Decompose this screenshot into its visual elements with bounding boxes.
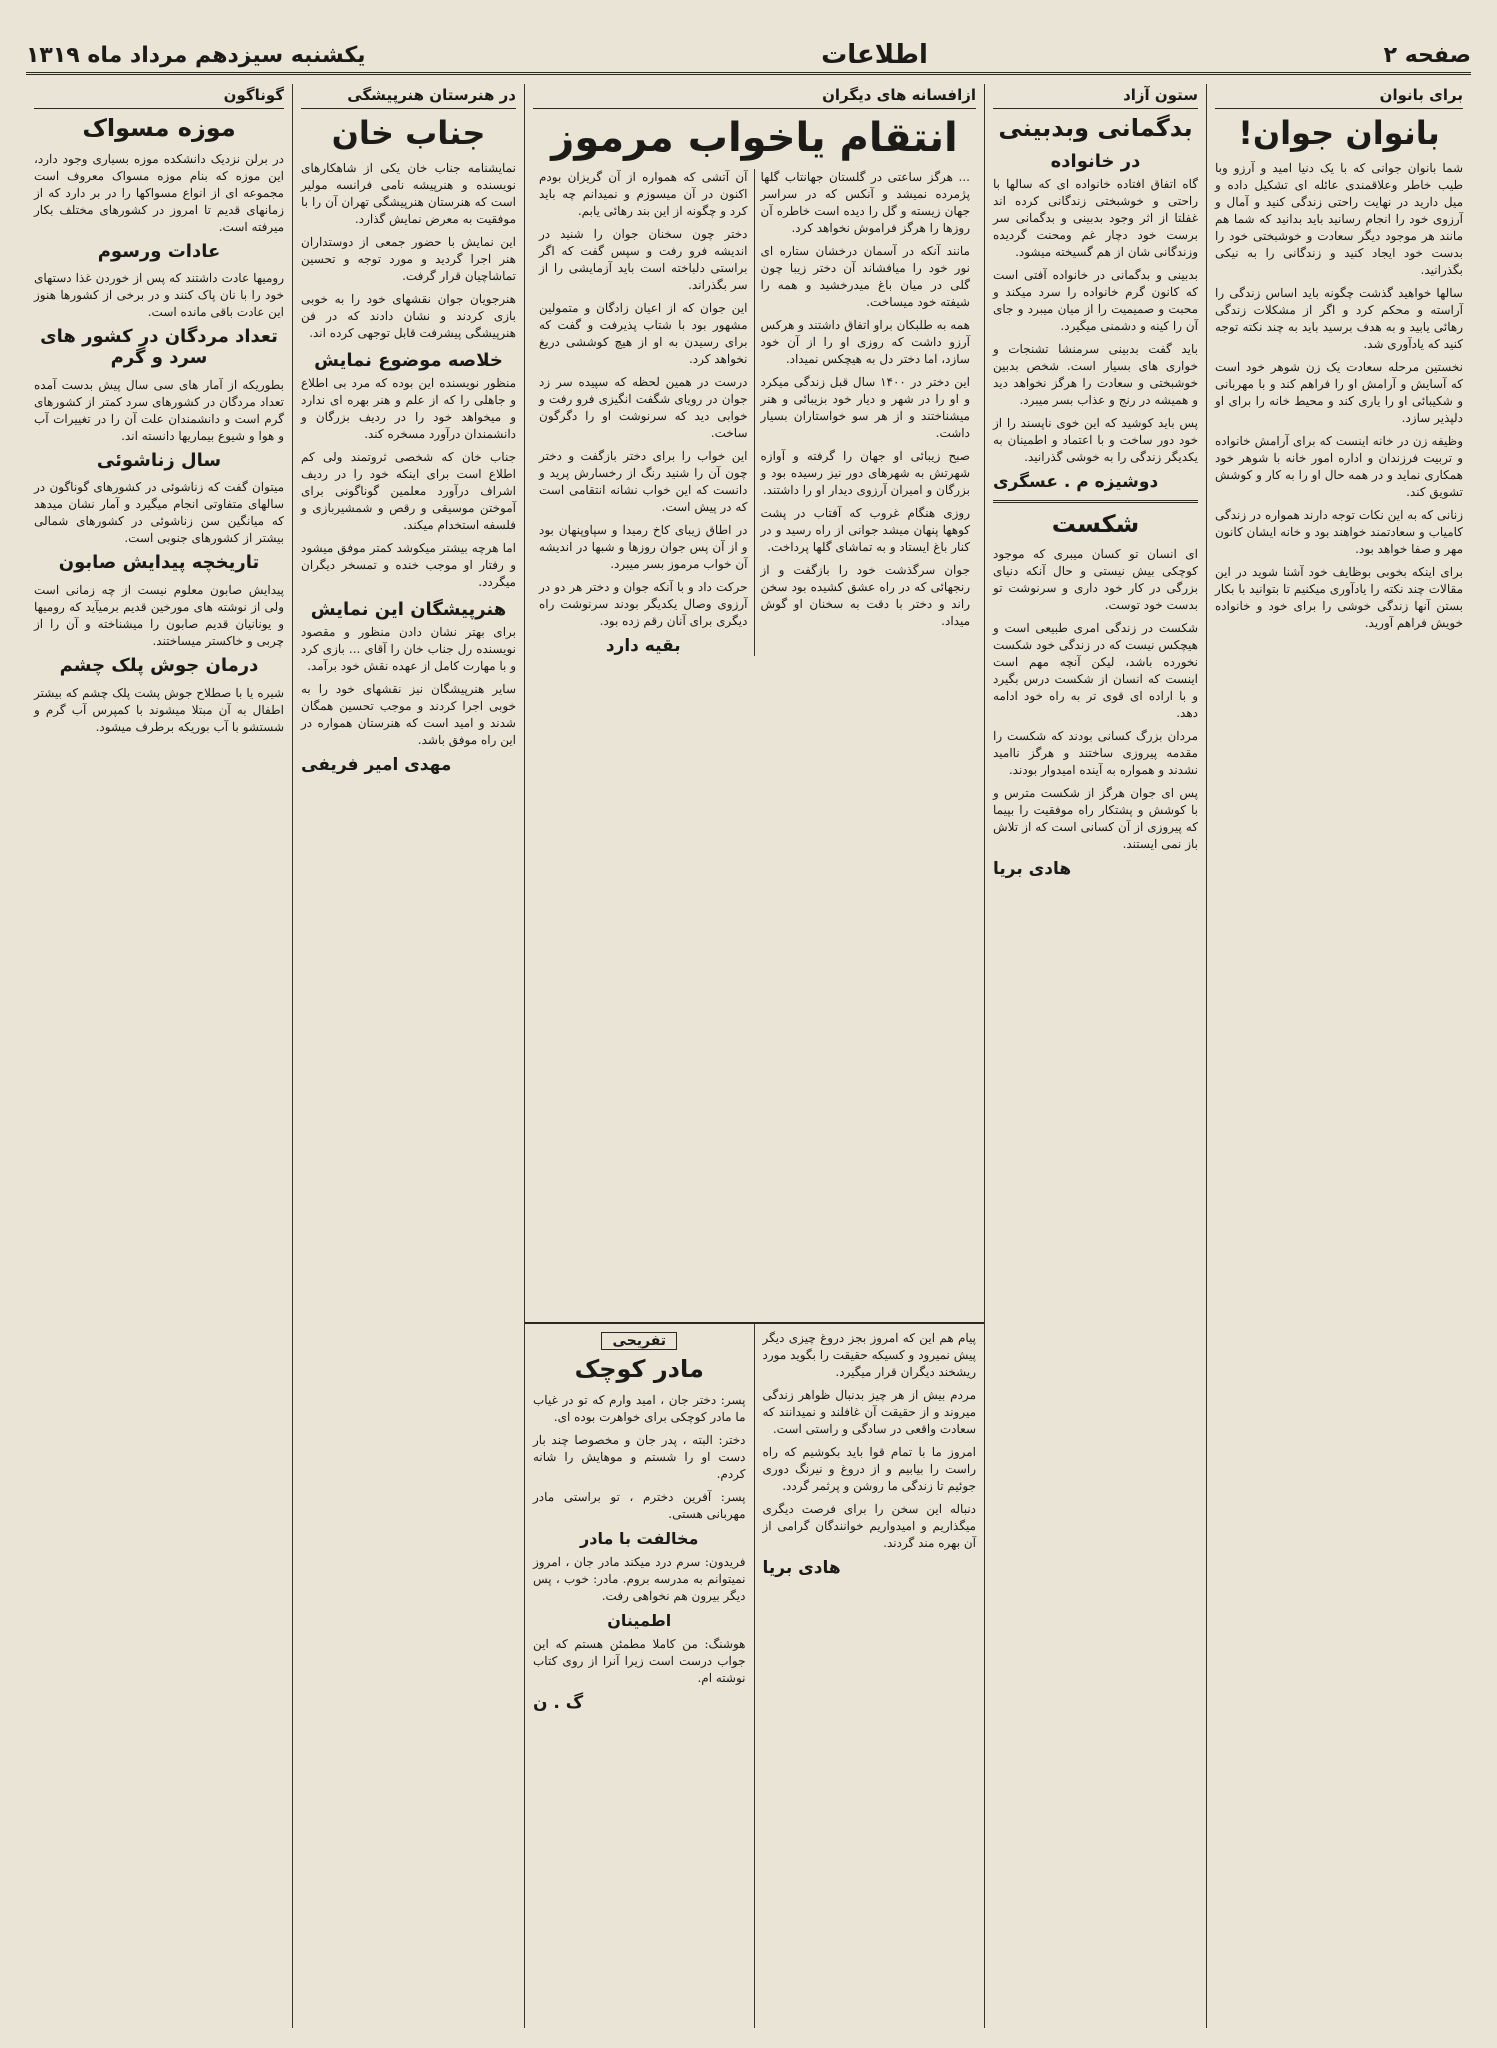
misc-title: تعداد مردگان در کشور های سرد و گرم (40, 326, 278, 368)
paragraph: ... هرگز ساعتی در گلستان جهانتاب گلها پژمرده نمیشد و آنکس که در سراسر جهان زیسته و گل را دیده است خاطره آن روزها را هرگز فراموش نخواهد کرد. (760, 170, 970, 235)
life-block (755, 1324, 985, 2028)
paragraph: سایر هنرپیشگان نیز نقشهای خود را به خوبی اجرا کردند و موجب تحسین همگان شدند و امید است که هنرستان همواره در این راه موفق باشد. (301, 681, 516, 747)
paragraph: پس ای جوان هرگز از شکست مترس و با کوشش و پشتکار راه موفقیت را بپیما که پیروزی از آن کسانی است که از تلاش باز نمی ایستند. (993, 786, 1198, 852)
columns (26, 84, 1471, 2028)
column-free (984, 84, 1206, 2028)
paragraph: برای بهتر نشان دادن منظور و مقصود نویسنده رل جناب خان را آقای ... بازی کرد و با مهارت کامل از عهده نقش خود برآمد. (301, 624, 516, 673)
issue-date: یکشنبه سیزدهم مرداد ماه ۱۳۱۹ (26, 42, 366, 68)
paragraph: وظیفه زن در خانه اینست که برای آرامش خانواده و تربیت فرزندان و اداره امور خانه با شوهر خود همکاری نماید و در همه حال او را به کار و کوشش تشویق کند. (1215, 433, 1463, 499)
paragraph: جوان سرگذشت خود را بازگفت و از رنجهائی که در راه عشق کشیده بود سخن راند و دختر با دقت به سخنان او گوش میداد. (760, 563, 970, 628)
paragraph: بدبینی و بدگمانی در خانواده آفتی است که کانون گرم خانواده را سرد میکند و محبت و صمیمیت را از میان میبرد و جای آن را کینه و دشمنی میگیرد. (993, 267, 1198, 333)
paragraph: پسر: دختر جان ، امید وارم که تو در غیاب ما مادر کوچکی برای خواهرت بوده ای. (533, 1392, 746, 1424)
paragraph: مانند آنکه در آسمان درخشان ستاره ای نور خود را میافشاند آن دختر زیبا چون گلی در میان باغ میدرخشید و همه را شیفته خود میساخت. (760, 244, 970, 309)
paragraph: گاه اتفاق افتاده خانواده ای که سالها با راحتی و خوشبختی زندگانی کرده اند غفلتا از اثر وجود بدبینی و بدگمانی سر برست خود دچار غم ومحنت گردیده وزندگانی شان از هم گسیخته میشود. (993, 176, 1198, 259)
subheading: هنرپیشگان این نمایش (310, 598, 507, 620)
paragraph: در اطاق زیبای کاخ رمیدا و سپاوپنهان بود و از آن پس جوان روزها و شبها در اندیشه آن خواب مرموز بسر میبرد. (539, 523, 748, 571)
paragraph: فریدون: سرم درد میکند مادر جان ، امروز نمیتوانم به مدرسه بروم. مادر: خوب ، پس دیگر بیرون هم نخواهی رفت. (533, 1554, 746, 1603)
divider (993, 500, 1198, 503)
article-title-little-mother: مادر کوچک (574, 1355, 704, 1383)
subheading: خلاصه موضوع نمایش (314, 349, 503, 371)
paragraph: میتوان گفت که زناشوئی در کشورهای گوناگون در سالهای متفاوتی انجام میگیرد و آمار نشان میدهد که میانگین سن زناشوئی در کشورهای شمالی بیشتر از کشورهای جنوبی است. (34, 480, 284, 546)
paragraph: این خواب را برای دختر بازگفت و دختر چون آن را شنید رنگ از رخسارش پرید و دانست که این خواب نشانه انتقامی است که در پیش است. (539, 449, 748, 514)
paragraph: روزی هنگام غروب که آفتاب در پشت کوهها پنهان میشد جوانی از راه رسید و در کنار باغ ایستاد و به تماشای گلها پرداخت. (760, 506, 970, 554)
story-bottom (525, 1324, 984, 2028)
paragraph: مردم بیش از هر چیز بدنبال ظواهر زندگی میروند و از حقیقت آن غافلند و نمیدانند که سعادت واقعی در سادگی و راستی است. (762, 1388, 976, 1436)
misc-title: سال زناشوئی (96, 449, 222, 471)
section-label-art: در هنرستان هنرپیشگی (301, 84, 516, 109)
paragraph: منظور نویسنده این بوده که مرد بی اطلاع و جاهلی را که از علم و هنر بهره ای ندارد و میخواهد خود را در ردیف بزرگان و دانشمندان درآورد مسخره کند. (301, 375, 516, 441)
paragraph: پیدایش صابون معلوم نیست از چه زمانی است ولی از نوشته های مورخین قدیم برمیآید که رومیها و یونانیان قدیم صابون را میشناخته و آن را از چربی و خاکستر میساختند. (34, 583, 284, 649)
paragraph: همه به طلبکان براو اتفاق داشتند و هرکس آرزو داشت که روزی او را از آن خود سازد، اما دختر دل به هیچکس نمیداد. (760, 318, 970, 366)
paragraph: نخستین مرحله سعادت یک زن شوهر خود است که آسایش و آرامش او را فراهم کند و با مهربانی و شکیبائی او را یاری کند و محیط خانه را برای او دلپذیر سازد. (1215, 359, 1463, 425)
section-label-story: ازافسانه های دیگران (533, 84, 976, 109)
paragraph: پس باید کوشید که این خوی ناپسند را از خود دور ساخت و با اعتماد و اطمینان به یکدیگر زندگی را به خوشی گذرانید. (993, 415, 1198, 464)
paragraph: هوشنگ: من کاملا مطمئن هستم که این جواب درست است زیرا آنرا از روی کتاب نوشته ام. (533, 1636, 746, 1685)
paragraph: بطوریکه از آمار های سی سال پیش بدست آمده تعداد مردگان در کشورهای سرد کمتر از کشورهای گرم است و دانشمندان علت آن را در تغییرات آب و هوا و شیوع بیماریها دانسته اند. (34, 377, 284, 443)
author-byline: دوشیزه م . عسگری (993, 471, 1159, 492)
page-number: صفحه ۲ (1383, 42, 1471, 68)
masthead (26, 38, 1471, 75)
paragraph: ای انسان تو کسان میبری که موجود کوچکی بیش نیستی و حال آنکه دنیای بزرگی در کار خود داری و سرنوشت تو بدست خود توست. (993, 547, 1198, 613)
misc-title: موزه مسواک (82, 114, 236, 142)
paragraph: مردان بزرگ کسانی بودند که شکست را مقدمه پیروزی ساختند و هرگز ناامید نشدند و همواره به آینده امیدوار بودند. (993, 729, 1198, 778)
paragraph: جناب خان که شخصی ثروتمند ولی کم اطلاع است برای اینکه خود را در ردیف اشراف درآورد معلمین گوناگونی برای آموختن موسیقی و رقص و شمشیربازی و فلسفه استخدام میکند. (301, 449, 516, 532)
paragraph: رومیها عادت داشتند که پس از خوردن غذا دستهای خود را با نان پاک کنند و در برخی از کشورها هنوز این عادت باقی مانده است. (34, 271, 284, 320)
paragraph: نمایشنامه جناب خان یکی از شاهکارهای نویسنده و هنرپیشه نامی فرانسه مولیر است که هنرستان هنرپیشگی تهران آن را با موفقیت به معرض نمایش گذارد. (301, 160, 516, 226)
story-column-left (533, 169, 755, 656)
misc-title: تاریخچه پیدایش صابون (58, 552, 260, 574)
author-byline: هادی بریا (762, 1558, 841, 1578)
paragraph: پیام هم این که امروز بجز دروغ چیزی دیگر پیش نمیرود و کسیکه حقیقت را بگوید مورد ریشخند دیگران قرار میگیرد. (762, 1331, 976, 1379)
story-column-right (755, 169, 977, 656)
paragraph: شکست در زندگی امری طبیعی است و هیچکس نیست که در زندگی خود شکست نخورده باشد، لیکن آنچه مهم است اینست که انسان از شکست درس بگیرد و با اراده ای قوی تر به راه خود ادامه دهد. (993, 621, 1198, 721)
section-label-misc: گوناگون (34, 84, 284, 109)
subheading: مخالفت با مادر (580, 1528, 699, 1548)
paragraph: صبح زیبائی او جهان را گرفته و آوازه شهرتش به شهرهای دور نیز رسیده بود و بزرگان و امیران آرزوی دیدار او را داشتند. (760, 449, 970, 497)
paragraph: اما هرچه بیشتر میکوشد کمتر موفق میشود و رفتار او موجب خنده و تمسخر دیگران میگردد. (301, 540, 516, 589)
newspaper-name: اطلاعات (821, 40, 928, 70)
author-byline: مهدی امیر فریفی (301, 754, 452, 775)
section-label-women: برای بانوان (1215, 84, 1463, 109)
paragraph: دختر: البته ، پدر جان و مخصوصا چند بار دست او را شستم و موهایش را شانه کردم. (533, 1432, 746, 1481)
article-title-art: جناب خان (331, 114, 486, 152)
author-byline: گ . ن (533, 1692, 584, 1713)
story-columns (533, 169, 976, 656)
paragraph: برای اینکه بخوبی بوظایف خود آشنا شوید در این مقالات چند نکته را یادآوری میکنیم تا بتوانید با بکار بستن آنها زندگی خوشی را برای خود و خانواده خویش فراهم آورید. (1215, 564, 1463, 630)
column-misc (26, 84, 292, 2028)
story-continued: بقیه دارد (605, 636, 681, 656)
paragraph: امروز ما با تمام قوا باید بکوشیم که راه راست را بیابیم و از دروغ و نیرنگ دوری جوئیم تا زندگی ما روشن و پرثمر گردد. (762, 1445, 976, 1493)
paragraph: پسر: آفرین دخترم ، تو براستی مادر مهربانی هستی. (533, 1489, 746, 1521)
paragraph: شما بانوان جوانی که با یک دنیا امید و آرزو وبا طیب خاطر وعلاقمندی عائله ای تشکیل داده و میل دارید در نهایت راحتی زندگی کنید و آمال و آرزوی خود را انجام رسانید باید بدانید که شما هم مانند هر موجود دیگر سعادت و خوشبختی خود را بدست خود ایجاد کنید و زندگانی را به نیکی بگذرانید. (1215, 160, 1463, 277)
paragraph: آن آتشی که همواره از آن گریزان بودم اکنون در آن میسوزم و نمیدانم چه باید کرد و چگونه از این بند رهائی یابم. (539, 170, 748, 218)
paragraph: دختر چون سخنان جوان را شنید در اندیشه فرو رفت و سپس گفت که اگر براستی دلباخته است باید آزمایشی را از سر بگذراند. (539, 227, 748, 292)
article-title-defeat: شکست (1051, 509, 1140, 538)
misc-title: عادات ورسوم (97, 240, 221, 262)
column-women (1206, 84, 1471, 2028)
article-title-pessimism: بدگمانی وبدبینی (998, 114, 1193, 142)
paragraph: باید گفت بدبینی سرمنشا تشنجات و خواری های بسیار است. شخص بدبین خوشبختی و سعادت را هرگز نخواهد دید و همیشه در رنج و عذاب بسر میبرد. (993, 341, 1198, 407)
paragraph: شیره یا با صطلاح جوش پشت پلک چشم که بیشتر اطفال به آن مبتلا میشوند با کمپرس آب گرم و شستشو با آب بوریکه برطرف میشود. (34, 685, 284, 734)
humor-block (525, 1324, 755, 2028)
paragraph: این جوان که از اعیان زادگان و متمولین مشهور بود با شتاب پذیرفت و گفت که برای رسیدن به او از هیچ کوششی دریغ نخواهد کرد. (539, 301, 748, 366)
paragraph: حرکت داد و با آنکه جوان و دختر هر دو در آرزوی وصال یکدیگر بودند سرنوشت راه دیگری برای آنان رقم زده بود. (539, 580, 748, 628)
paragraph: هنرجویان جوان نقشهای خود را به خوبی بازی کردند و نشان دادند که در فن هنرپیشگی پیشرفت قابل توجهی کرده اند. (301, 291, 516, 340)
article-title-women: بانوان جوان! (1238, 114, 1440, 152)
story-block (525, 84, 984, 1324)
paragraph: در برلن نزدیک دانشکده موزه بسیاری وجود دارد، این موزه که بنام موزه مسواک معروف است مجموعه ای از انواع مسواکها را در بر دارد که از زمانهای قدیم تا امروز در کشورهای مختلف بکار میرفته است. (34, 151, 284, 234)
author-byline: هادی بریا (993, 859, 1072, 880)
misc-title: درمان جوش پلک چشم (59, 655, 259, 677)
paragraph: این دختر در ۱۴۰۰ سال قبل زندگی میکرد و او را در شهر و دیار خود بزیبائی و هنر میشناختند و از هر سو خواستاران بسیار داشت. (760, 375, 970, 440)
article-title-story: انتقام یاخواب مرموز (551, 115, 958, 161)
column-art (292, 84, 524, 2028)
paragraph: این نمایش با حضور جمعی از دوستداران هنر اجرا گردید و مورد توجه و تحسین تماشاچیان قرار گرفت. (301, 234, 516, 283)
paragraph: درست در همین لحظه که سپیده سر زد جوان در رویای شگفت انگیزی فرو رفت و خوابی دید که سرنوشت او را دگرگون ساخت. (539, 375, 748, 440)
paragraph: دنباله این سخن را برای فرصت دیگری میگذاریم و امیدواریم خوانندگان گرامی از آن بهره مند گردند. (762, 1502, 976, 1550)
section-label-free: ستون آزاد (993, 84, 1198, 109)
subheading: اطمینان (607, 1610, 672, 1630)
paragraph: زنانی که به این نکات توجه دارند همواره در زندگی کامیاب و سعادتمند خواهند بود و خانه ایشان کانون مهر و صفا خواهد بود. (1214, 507, 1463, 556)
article-subtitle: در خانواده (1050, 150, 1141, 172)
column-story (524, 84, 984, 2028)
section-tag-humor: تفریحی (601, 1332, 677, 1350)
paragraph: سالها خواهید گذشت چگونه باید اساس زندگی را آراسته و محکم کرد و اگر از مشکلات زندگی رهائی یابید و به هدف برسید باید به چند نکته توجه کنید که یادآوری شد. (1215, 285, 1463, 351)
